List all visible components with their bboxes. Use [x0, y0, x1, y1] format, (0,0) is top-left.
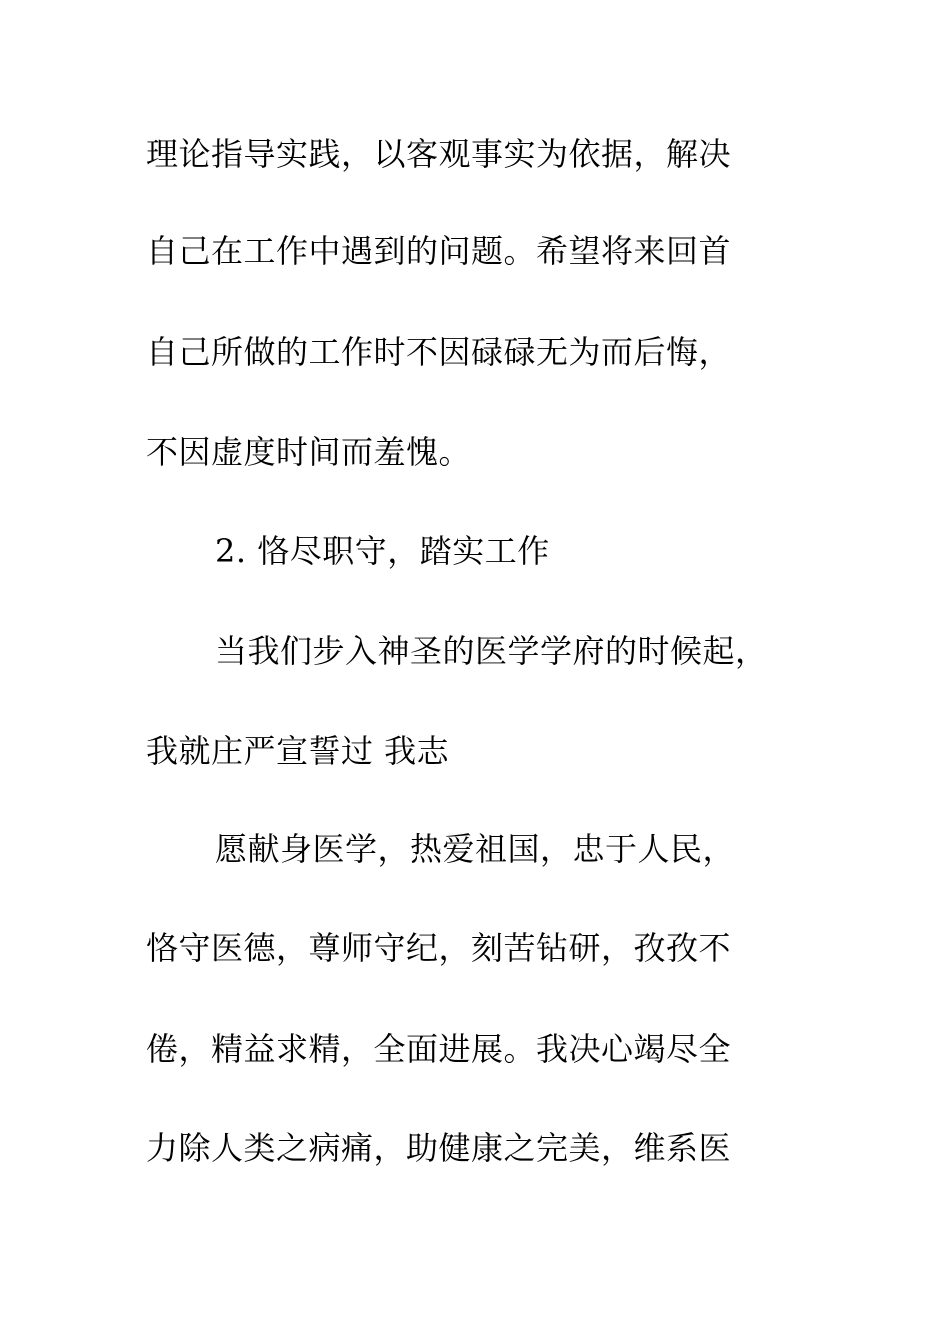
body-text-line-5: 当我们步入神圣的医学学府的时候起，: [215, 632, 768, 670]
body-text-line-4: 不因虚度时间而羞愧。: [146, 433, 472, 471]
body-text-line-1: 理论指导实践，以客观事实为依据，解决: [146, 135, 732, 173]
body-text-line-3: 自己所做的工作时不因碌碌无为而后悔，: [146, 333, 732, 371]
body-text-line-7: 愿献身医学，热爱祖国，忠于人民，: [215, 830, 736, 868]
body-text-line-10: 力除人类之病痛，助健康之完美，维系医: [146, 1129, 732, 1167]
body-text-line-6: 我就庄严宣誓过 我志: [146, 732, 450, 770]
body-text-line-2: 自己在工作中遇到的问题。希望将来回首: [146, 232, 732, 270]
body-text-line-9: 倦，精益求精，全面进展。我决心竭尽全: [146, 1030, 732, 1068]
body-text-line-8: 恪守医德，尊师守纪，刻苦钻研，孜孜不: [146, 929, 732, 967]
section-heading: 2. 恪尽职守，踏实工作: [215, 532, 550, 570]
